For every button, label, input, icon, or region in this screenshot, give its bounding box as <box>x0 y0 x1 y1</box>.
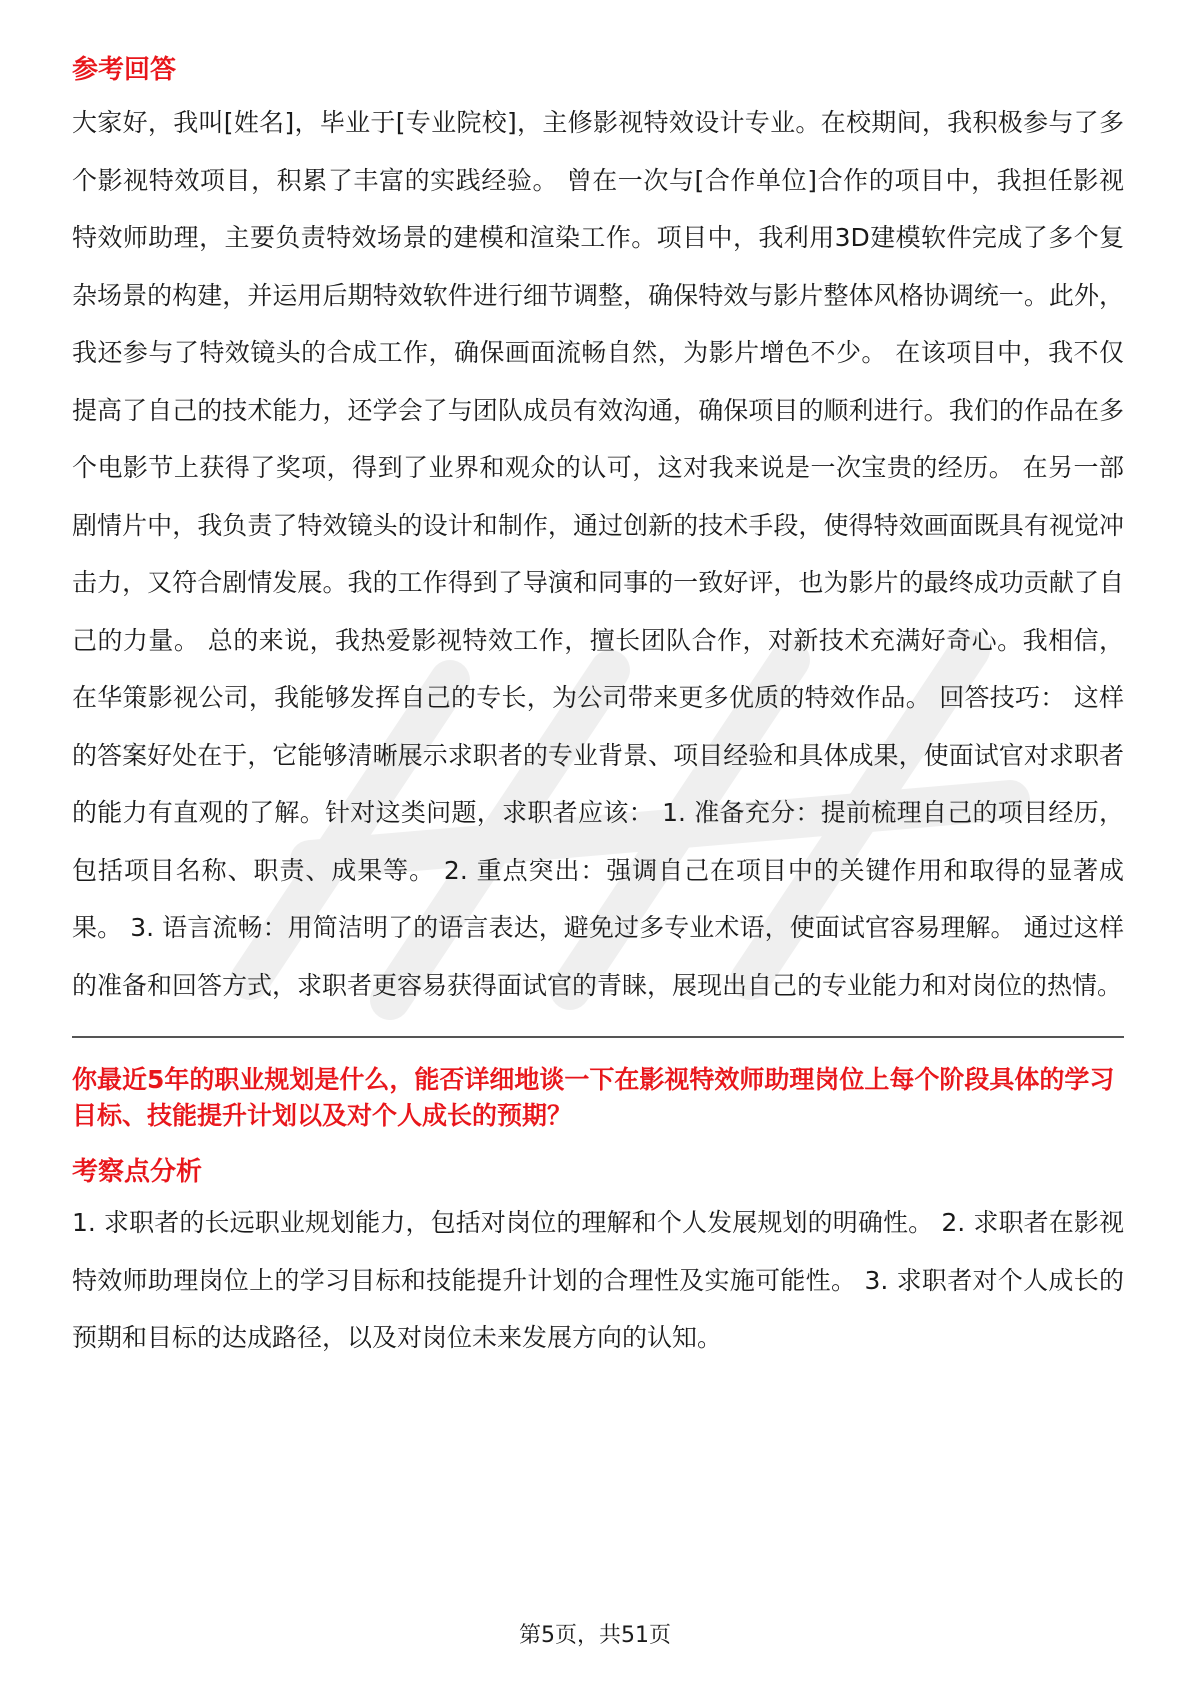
analysis-text: 1. 求职者的长远职业规划能力，包括对岗位的理解和个人发展规划的明确性。 2. 求职者在影视特效师助理岗位上的学习目标和技能提升计划的合理性及实施可能性。 3. 求职者对个人成长的预期和目标的达成路径，以及对岗位未来发展方向的认知。 <box>72 1208 1124 1352</box>
page-number-footer: 第5页，共51页 <box>519 1623 671 1648</box>
section-divider <box>72 1036 1124 1038</box>
document-page <box>72 40 1124 1367</box>
reference-answer-text: 大家好，我叫[姓名]，毕业于[专业院校]，主修影视特效设计专业。在校期间，我积极参与了多个影视特效项目，积累了丰富的实践经验。 曾在一次与[合作单位]合作的项目中，我担任影视特效师助理，主要负责特效场景的建模和渲染工作。项目中，我利用3D建模软件完成了多个复杂场景的构建，并运用后期特效软件进行细节调整，确保特效与影片整体风格协调统一。此外，我还参与了特效镜头的合成工作，确保画面流畅自然，为影片增色不少。 在该项目中，我不仅提高了自己的技术能力，还学会了与团队成员有效沟通，确保项目的顺利进行。我们的作品在多个电影节上获得了奖项，得到了业界和观众的认可，这对我来说是一次宝贵的经历。 在另一部剧情片中，我负责了特效镜头的设计和制作，通过创新的技术手段，使得特效画面既具有视觉冲击力，又符合剧情发展。我的工作得到了导演和同事的一致好评，也为影片的最终成功贡献了自己的力量。 总的来说，我热爱影视特效工作，擅长团队合作，对新技术充满好奇心。我相信，在华策影视公司，我能够发挥自己的专长，为公司带来更多优质的特效作品。 回答技巧： 这样的答案好处在于，它能够清晰展示求职者的专业背景、项目经验和具体成果，使面试官对求职者的能力有直观的了解。针对这类问题，求职者应该： 1. 准备充分：提前梳理自己的项目经历，包括项目名称、职责、成果等。 2. 重点突出：强调自己在项目中的关键作用和取得的显著成果。 3. 语言流畅：用简洁明了的语言表达，避免过多专业术语，使面试官容易理解。 通过这样的准备和回答方式，求职者更容易获得面试官的青睐，展现出自己的专业能力和对岗位的热情。 <box>72 108 1124 1000</box>
analysis-heading: 考察点分析 <box>72 1157 203 1187</box>
reference-answer-heading: 参考回答 <box>72 55 177 85</box>
interview-question: 你最近5年的职业规划是什么，能否详细地谈一下在影视特效师助理岗位上每个阶段具体的学习目标、技能提升计划以及对个人成长的预期？ <box>72 1065 1115 1130</box>
